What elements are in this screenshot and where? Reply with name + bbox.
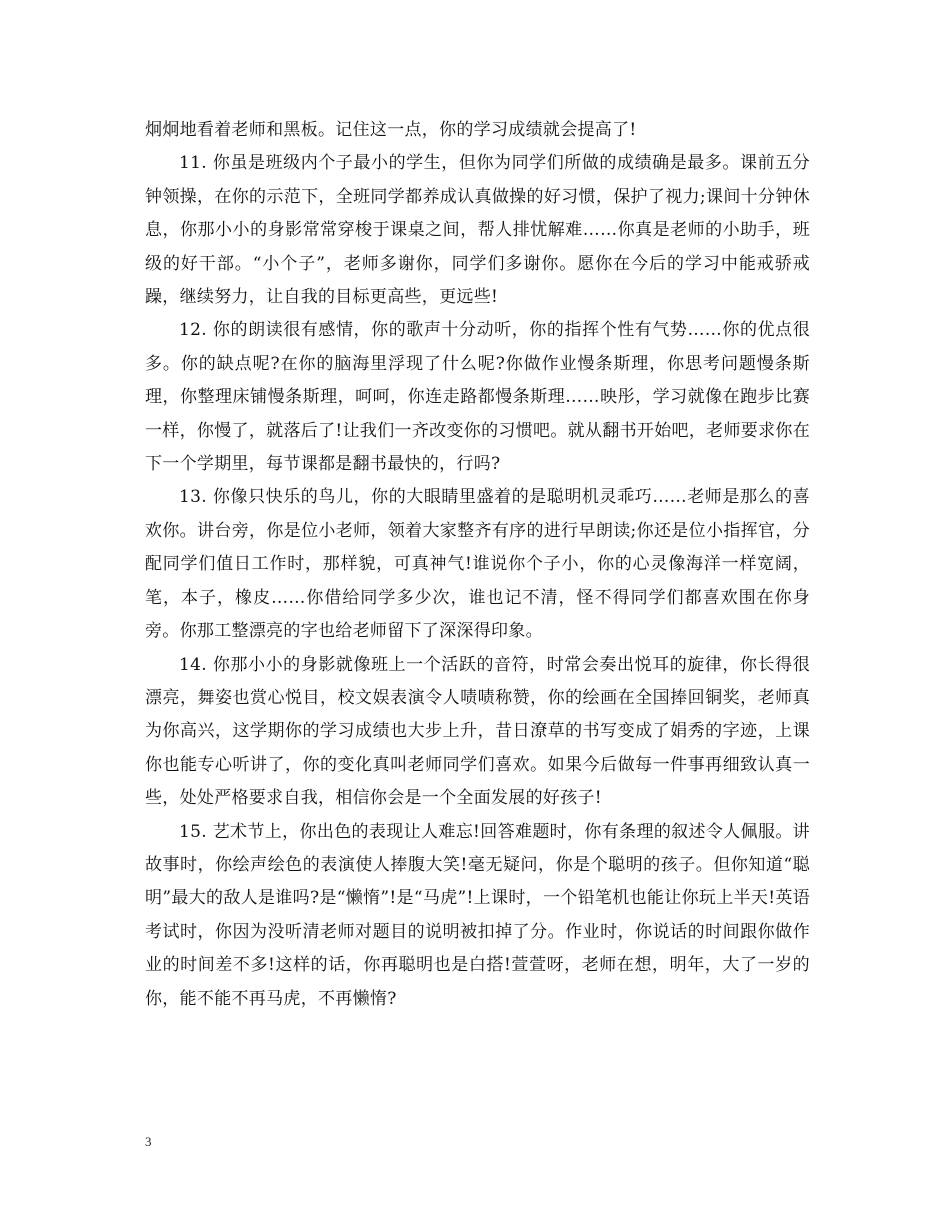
page-body xyxy=(145,114,810,1016)
page-number: 3 xyxy=(145,1134,152,1149)
paragraph-item-13: 13. 你像只快乐的鸟儿，你的大眼睛里盛着的是聪明机灵乖巧……老师是那么的喜欢你。讲台旁，你是位小老师，领着大家整齐有序的进行早朗读;你还是位小指挥官，分配同学们值日工作时，那样貌，可真神气!谁说你个子小，你的心灵像海洋一样宽阔，笔，本子，橡皮……你借给同学多少次，谁也记不清，怪不得同学们都喜欢围在你身旁。你那工整漂亮的字也给老师留下了深深得印象。 xyxy=(145,487,810,642)
paragraph-item-15: 15. 艺术节上，你出色的表现让人难忘!回答难题时，你有条理的叙述令人佩服。讲故事时，你绘声绘色的表演使人捧腹大笑!毫无疑问，你是个聪明的孩子。但你知道“聪明”最大的敌人是谁吗?是“懒惰”!是“马虎”!上课时，一个铅笔机也能让你玩上半天!英语考试时，你因为没听清老师对题目的说明被扣掉了分。作业时，你说话的时间跟你做作业的时间差不多!这样的话，你再聪明也是白搭!萱萱呀，老师在想，明年，大了一岁的你，能不能不再马虎，不再懒惰? xyxy=(145,821,810,1009)
paragraph-item-14: 14. 你那小小的身影就像班上一个活跃的音符，时常会奏出悦耳的旋律，你长得很漂亮，舞姿也赏心悦目，校文娱表演令人啧啧称赞，你的绘画在全国捧回铜奖，老师真为你高兴，这学期你的学习成绩也大步上升，昔日潦草的书写变成了娟秀的字迹，上课你也能专心听讲了，你的变化真叫老师同学们喜欢。如果今后做每一件事再细致认真一些，处处严格要求自我，相信你会是一个全面发展的好孩子! xyxy=(145,654,810,809)
paragraph-continuation: 炯炯地看着老师和黑板。记住这一点，你的学习成绩就会提高了! xyxy=(145,120,637,140)
paragraph-item-12: 12. 你的朗读很有感情，你的歌声十分动听，你的指挥个性有气势……你的优点很多。你的缺点呢?在你的脑海里浮现了什么呢?你做作业慢条斯理，你思考问题慢条斯理，你整理床铺慢条斯理，呵呵，你连走路都慢条斯理……映彤，学习就像在跑步比赛一样，你慢了，就落后了!让我们一齐改变你的习惯吧。就从翻书开始吧，老师要求你在下一个学期里，每节课都是翻书最快的，行吗? xyxy=(145,320,810,475)
paragraph-item-11: 11. 你虽是班级内个子最小的学生，但你为同学们所做的成绩确是最多。课前五分钟领操，在你的示范下，全班同学都养成认真做操的好习惯，保护了视力;课间十分钟休息，你那小小的身影常常穿梭于课桌之间，帮人排忧解难……你真是老师的小助手，班级的好干部。“小个子”，老师多谢你，同学们多谢你。愿你在今后的学习中能戒骄戒躁，继续努力，让自我的目标更高些，更远些! xyxy=(145,153,810,308)
